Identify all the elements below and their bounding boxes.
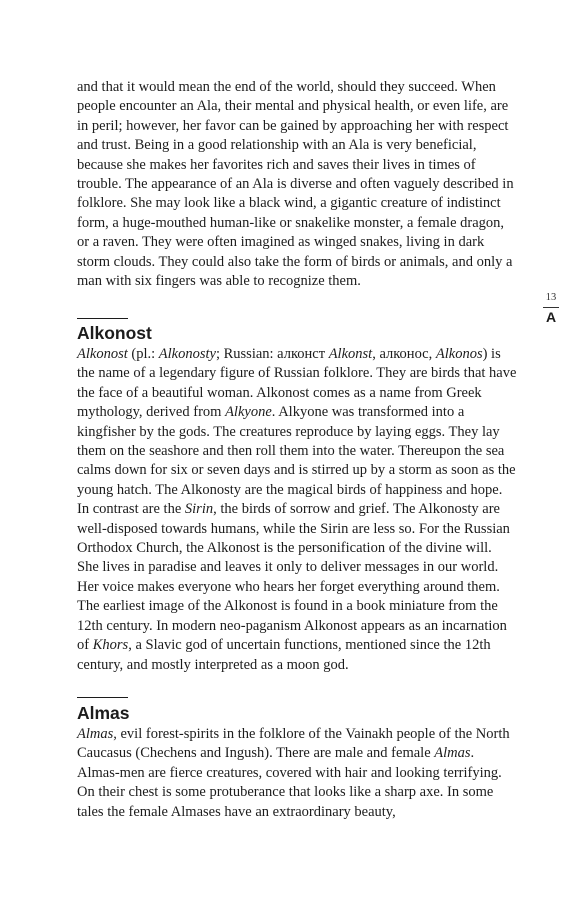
text-run: , evil forest-spirits in the folklore of the Vainakh people of the North Caucasus (Chechens and Ingush). There are male and female (77, 726, 510, 762)
italic-term: Alkonos (435, 346, 483, 362)
entry-body-alkonost (77, 345, 517, 675)
italic-term: Almas (77, 726, 114, 742)
text-run: (pl.: (127, 346, 159, 362)
text-run: , алконос, (372, 346, 436, 362)
text-run: . Almas-men are fierce creatures, covered with hair and looking terrifying. On their chest is some protuberance that looks like a sharp axe. In some tales the female Almases have an extraordinary beauty, (77, 745, 502, 820)
italic-term: Alkonosty (158, 346, 216, 362)
section-letter-tab: A (545, 309, 557, 325)
entry-separator-rule (77, 318, 128, 319)
italic-term: Alkyone (225, 404, 272, 421)
italic-term: Khors (92, 637, 129, 654)
italic-term: Sirin (184, 501, 214, 518)
italic-term: Alkonost (77, 346, 128, 362)
entry-body-almas (77, 725, 517, 822)
italic-term: Alkonst (328, 346, 373, 362)
entry-heading-almas: Almas (77, 703, 130, 723)
text-run: , the birds of sorrow and grief. The Alkonosty are well-disposed towards humans, while the Sirin are less so. For the Russian Orthodox Church, the Alkonost is the personification of the divine will. She lives in paradise and leaves it only to deliver messages in our world. Her voice makes everyone who hears her forget everything around them. The earliest image of the Alkonost is found in a book miniature from the 12th century. In modern neo-paganism Alkonost appears as an incarnation of (77, 501, 510, 654)
text-run: , a Slavic god of uncertain functions, mentioned since the 12th century, and mostly interpreted as a moon god. (77, 637, 491, 673)
entry-heading-alkonost: Alkonost (77, 323, 152, 343)
text-run: ) is the name of a legendary figure of Russian folklore. They are birds that have the face of a beautiful woman. Alkonost comes as a name from Greek mythology, derived from (77, 346, 517, 421)
text-run: ; Russian: алконст (215, 346, 329, 362)
entry-separator-rule (77, 697, 128, 698)
continued-paragraph: and that it would mean the end of the world, should they succeed. When people encounter an Ala, their mental and physical health, or even life, are in peril; however, her favor can be gained by approaching her with respect and trust. Being in a good relationship with an Ala is very beneficial, because she makes her favorites rich and saves their lives in times of trouble. The appearance of an Ala is diverse and often vaguely described in folklore. She may look like a black wind, a gigantic creature of indistinct form, a huge-mouthed human-like or snakelike monster, a female dragon, or a raven. They were often imagined as winged snakes, living in dark storm clouds. They could also take the form of birds or animals, and only a man with six fingers was able to recognize them. (77, 79, 514, 290)
text-run: . Alkyone was transformed into a kingfisher by the gods. The creatures reproduce by laying eggs. They lay them on the seashore and then roll them into the water. Thereupon the sea calms down for six or seven days and is stirred up by a storm as soon as the young hatch. The Alkonosty are the magical birds of happiness and hope. In contrast are the (77, 404, 516, 518)
page-number: 13 (545, 292, 557, 303)
italic-term: Almas (434, 745, 471, 762)
